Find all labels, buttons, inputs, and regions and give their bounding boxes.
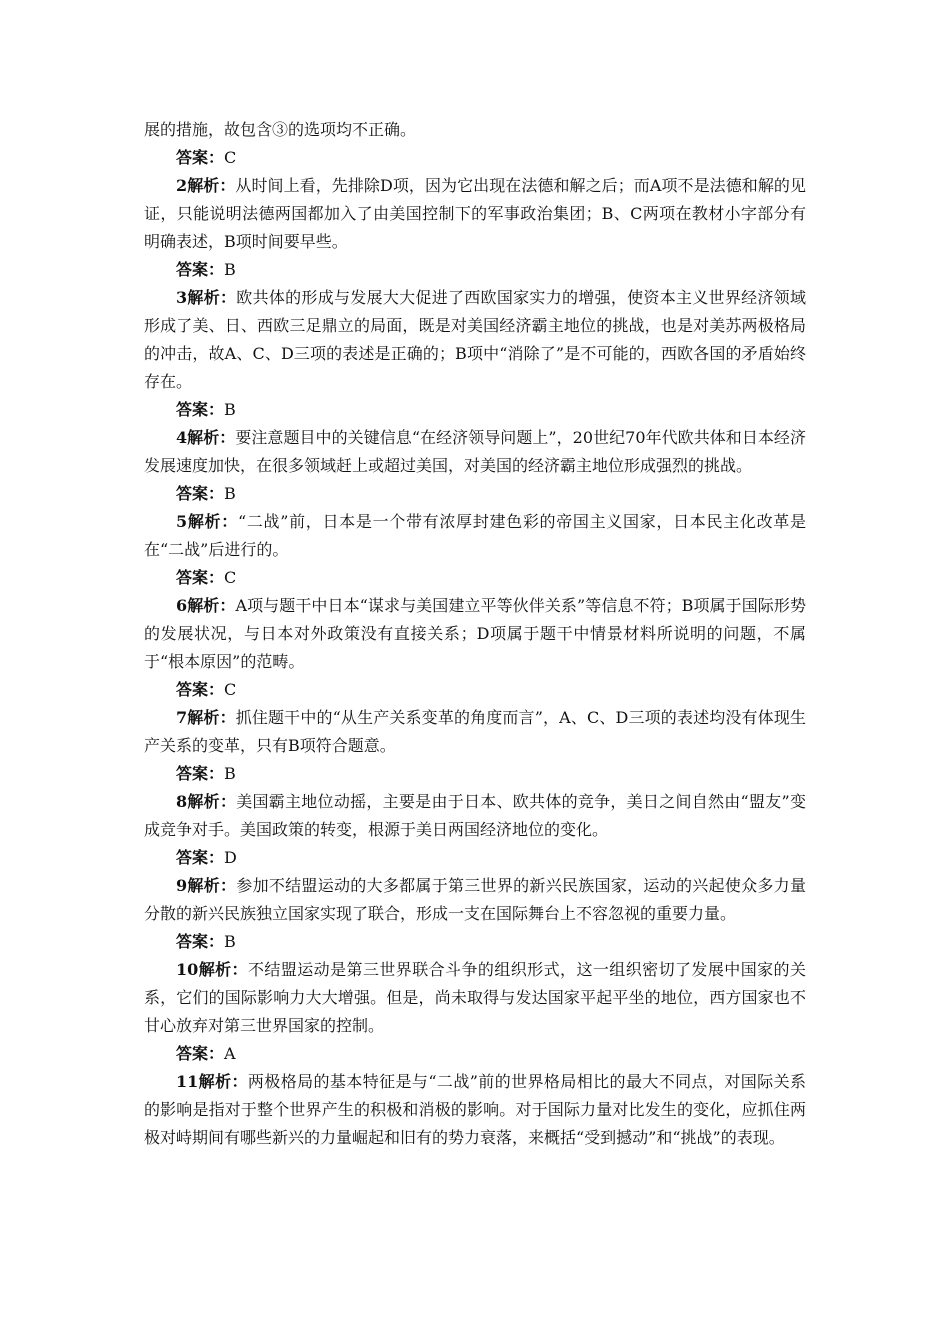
answer-3 [144,396,806,424]
answer-7 [144,760,806,788]
explanation-7 [144,704,806,760]
item-10 [144,956,806,1068]
answer-label: 答案： [176,400,225,419]
explanation-6 [144,592,806,676]
answer-label: 答案： [176,484,225,503]
item-7 [144,704,806,788]
explanation-label: 解析： [187,792,237,811]
answer-10 [144,1040,806,1068]
document-page [144,116,806,1152]
answer-value: C [224,568,237,587]
explanation-3 [144,284,806,396]
answer-label: 答案： [176,148,225,167]
explanation-label: 解析： [187,512,238,531]
item-number: 8 [176,792,188,811]
item-4 [144,424,806,508]
explanation-8 [144,788,806,844]
item-number: 7 [176,708,188,727]
answer-6 [144,676,806,704]
answer-value: B [224,400,236,419]
item-number: 2 [176,176,188,195]
answer-value: B [224,260,236,279]
answer-label: 答案： [176,568,225,587]
explanation-text: 不结盟运动是第三世界联合斗争的组织形式，这一组织密切了发展中国家的关系，它们的国际影响力大大增强。但是，尚未取得与发达国家平起平坐的地位，西方国家也不甘心放弃对第三世界国家的控制。 [144,960,806,1035]
answer-value: C [224,148,237,167]
answer-label: 答案： [176,680,225,699]
answer-1 [144,144,806,172]
explanation-label: 解析： [187,428,236,447]
explanation-4 [144,424,806,480]
item-6 [144,592,806,704]
item-number: 9 [176,876,188,895]
explanation-label: 解析： [187,176,236,195]
item-number: 4 [176,428,188,447]
explanation-text: 抓住题干中的“从生产关系变革的角度而言”，A、C、D三项的表述均没有体现生产关系的变革，只有B项符合题意。 [144,708,806,755]
explanation-text: 美国霸主地位动摇，主要是由于日本、欧共体的竞争，美日之间自然由“盟友”变成竞争对手。美国政策的转变，根源于美日两国经济地位的变化。 [144,792,806,839]
item-9 [144,872,806,956]
item-11 [144,1068,806,1152]
explanation-11 [144,1068,806,1152]
answer-value: B [224,932,236,951]
item-2 [144,172,806,284]
answer-label: 答案： [176,764,225,783]
explanation-label: 解析： [187,708,236,727]
answer-label: 答案： [176,260,225,279]
explanation-text: 从时间上看，先排除D项，因为它出现在法德和解之后；而A项不是法德和解的见证，只能说明法德两国都加入了由美国控制下的军事政治集团；B、C两项在教材小字部分有明确表述，B项时间要早些。 [144,176,806,251]
explanation-5 [144,508,806,564]
answer-5 [144,564,806,592]
explanation-text: 欧共体的形成与发展大大促进了西欧国家实力的增强，使资本主义世界经济领域形成了美、日、西欧三足鼎立的局面，既是对美国经济霸主地位的挑战，也是对美苏两极格局的冲击，故A、C、D三项的表述是正确的；B项中“消除了”是不可能的，西欧各国的矛盾始终存在。 [144,288,806,391]
item-number: 5 [176,512,188,531]
explanation-label: 解析： [187,288,237,307]
explanation-10 [144,956,806,1040]
answer-value: A [224,1044,236,1063]
explanation-2 [144,172,806,256]
explanation-text: 参加不结盟运动的大多都属于第三世界的新兴民族国家，运动的兴起使众多力量分散的新兴民族独立国家实现了联合，形成一支在国际舞台上不容忽视的重要力量。 [144,876,806,923]
answer-value: B [224,764,236,783]
answer-label: 答案： [176,1044,225,1063]
answer-value: C [224,680,237,699]
answer-value: D [224,848,237,867]
answer-value: B [224,484,236,503]
explanation-9 [144,872,806,928]
explanation-text: 两极格局的基本特征是与“二战”前的世界格局相比的最大不同点，对国际关系的影响是指对于整个世界产生的积极和消极的影响。对于国际力量对比发生的变化，应抓住两极对峙期间有哪些新兴的力量崛起和旧有的势力衰落，来概括“受到撼动”和“挑战”的表现。 [144,1072,806,1147]
explanation-text: A项与题干中日本“谋求与美国建立平等伙伴关系”等信息不符；B项属于国际形势的发展状况，与日本对外政策没有直接关系；D项属于题干中情景材料所说明的问题，不属于“根本原因”的范畴。 [144,596,806,671]
item-number: 11 [176,1072,199,1091]
answer-label: 答案： [176,932,225,951]
explanation-label: 解析： [187,596,236,615]
item-5 [144,508,806,592]
explanation-text: 要注意题目中的关键信息“在经济领导问题上”，20世纪70年代欧共体和日本经济发展速度加快，在很多领域赶上或超过美国，对美国的经济霸主地位形成强烈的挑战。 [144,428,806,475]
item-number: 6 [176,596,188,615]
item-number: 3 [176,288,188,307]
explanation-label: 解析： [198,1072,248,1091]
intro-text: 展的措施，故包含③的选项均不正确。 [144,120,417,139]
answer-2 [144,256,806,284]
item-8 [144,788,806,872]
explanation-label: 解析： [198,960,248,979]
item-3 [144,284,806,424]
explanation-text: “二战”前，日本是一个带有浓厚封建色彩的帝国主义国家，日本民主化改革是在“二战”后进行的。 [144,512,806,559]
explanation-label: 解析： [187,876,237,895]
item-number: 10 [176,960,199,979]
answer-4 [144,480,806,508]
answer-8 [144,844,806,872]
answer-9 [144,928,806,956]
answer-label: 答案： [176,848,225,867]
